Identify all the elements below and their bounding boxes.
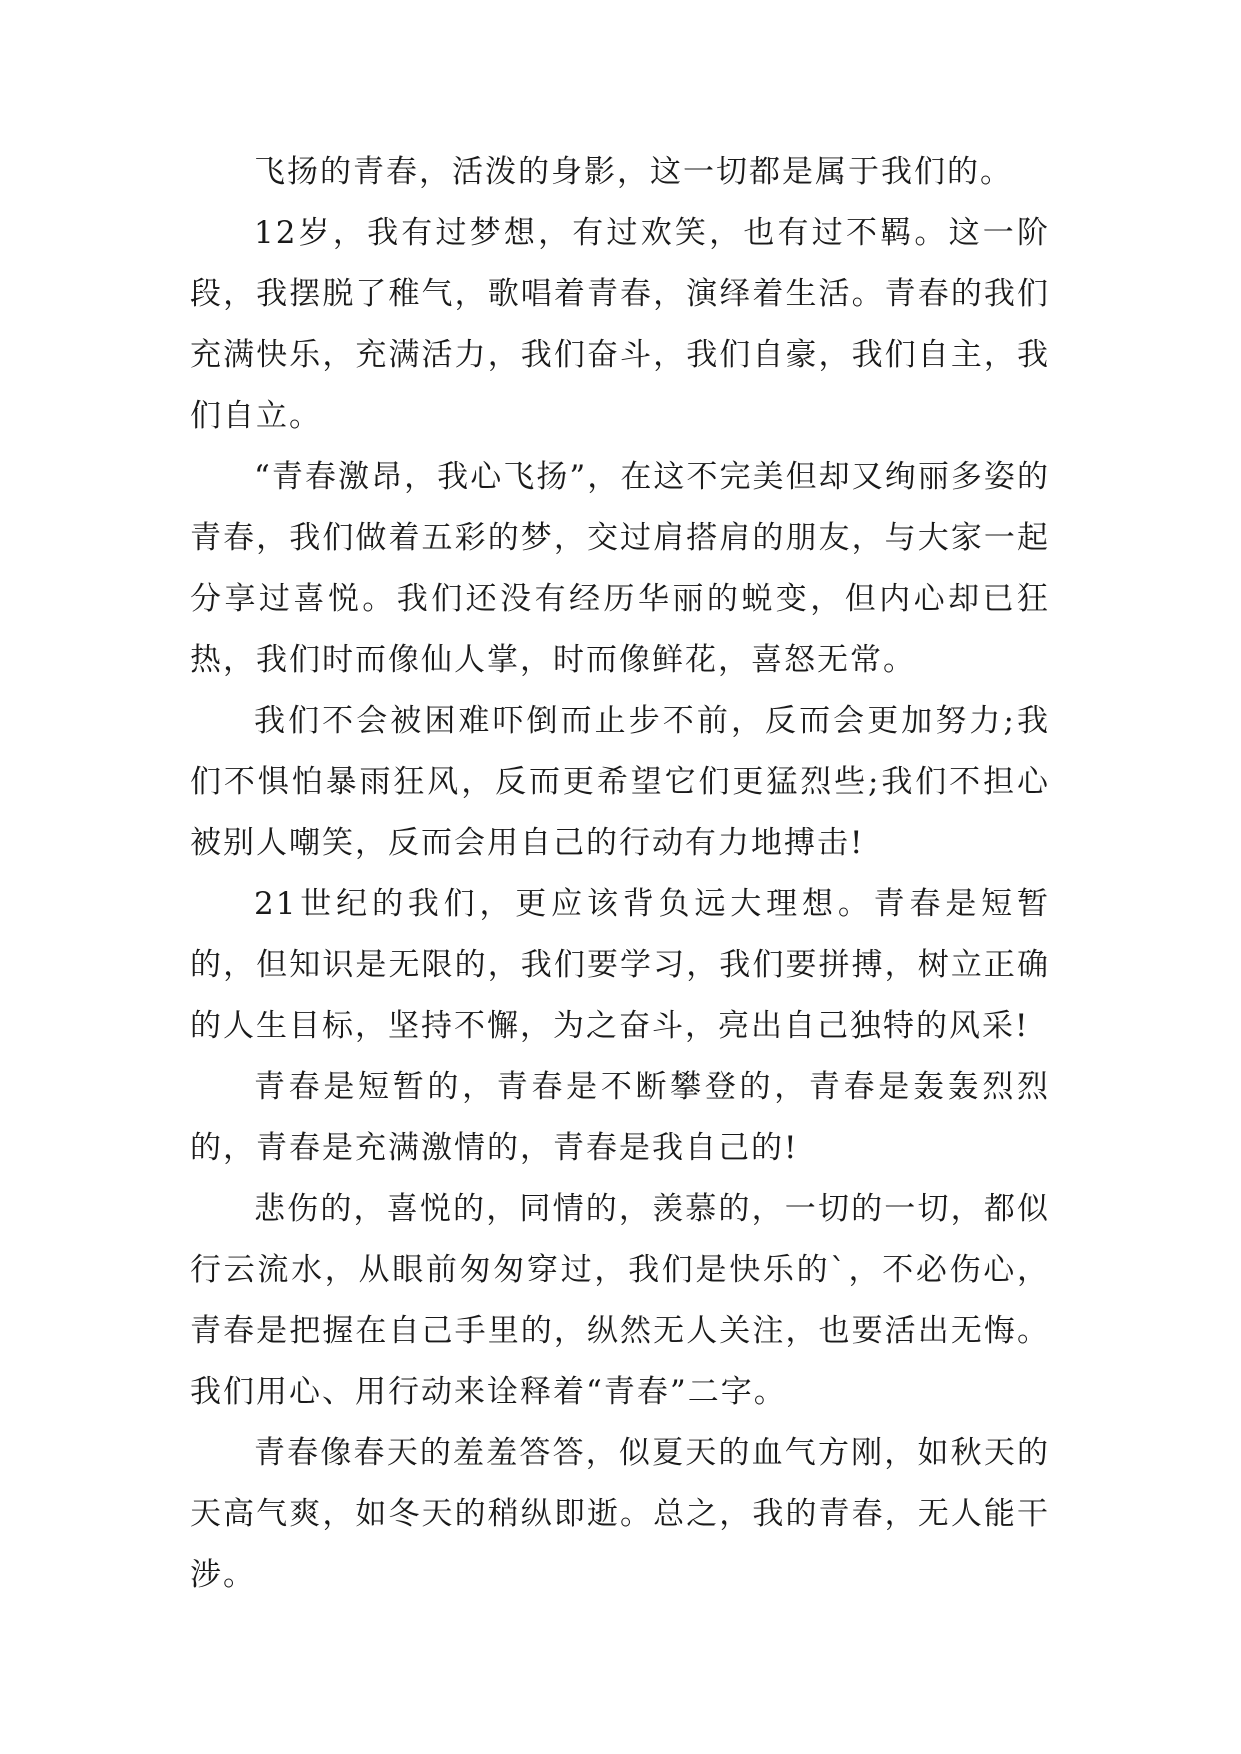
paragraph-6: 青春是短暂的，青春是不断攀登的，青春是轰轰烈烈的，青春是充满激情的，青春是我自己的! bbox=[190, 1069, 1050, 1166]
paragraph-3: “青春激昂，我心飞扬”，在这不完美但却又绚丽多姿的青春，我们做着五彩的梦，交过肩搭肩的朋友，与大家一起分享过喜悦。我们还没有经历华丽的蜕变，但内心却已狂热，我们时而像仙人掌，时而像鲜花，喜怒无常。 bbox=[190, 459, 1050, 678]
paragraph-4: 我们不会被困难吓倒而止步不前，反而会更加努力;我们不惧怕暴雨狂风，反而更希望它们更猛烈些;我们不担心被别人嘲笑，反而会用自己的行动有力地搏击! bbox=[190, 703, 1050, 861]
paragraph-1: 飞扬的青春，活泼的身影，这一切都是属于我们的。 bbox=[254, 154, 1013, 190]
paragraph-5: 21世纪的我们，更应该背负远大理想。青春是短暂的，但知识是无限的，我们要学习，我们要拼搏，树立正确的人生目标，坚持不懈，为之奋斗，亮出自己独特的风采! bbox=[190, 886, 1050, 1044]
paragraph-7: 悲伤的，喜悦的，同情的，羡慕的，一切的一切，都似行云流水，从眼前匆匆穿过，我们是快乐的`，不必伤心，青春是把握在自己手里的，纵然无人关注，也要活出无悔。我们用心、用行动来诠释着“青春”二字。 bbox=[190, 1191, 1050, 1410]
paragraph-8: 青春像春天的羞羞答答，似夏天的血气方刚，如秋天的天高气爽，如冬天的稍纵即逝。总之，我的青春，无人能干涉。 bbox=[190, 1435, 1050, 1593]
paragraph-2: 12岁，我有过梦想，有过欢笑，也有过不羁。这一阶段，我摆脱了稚气，歌唱着青春，演绎着生活。青春的我们充满快乐，充满活力，我们奋斗，我们自豪，我们自主，我们自立。 bbox=[190, 215, 1050, 434]
document-page bbox=[190, 142, 1050, 1606]
